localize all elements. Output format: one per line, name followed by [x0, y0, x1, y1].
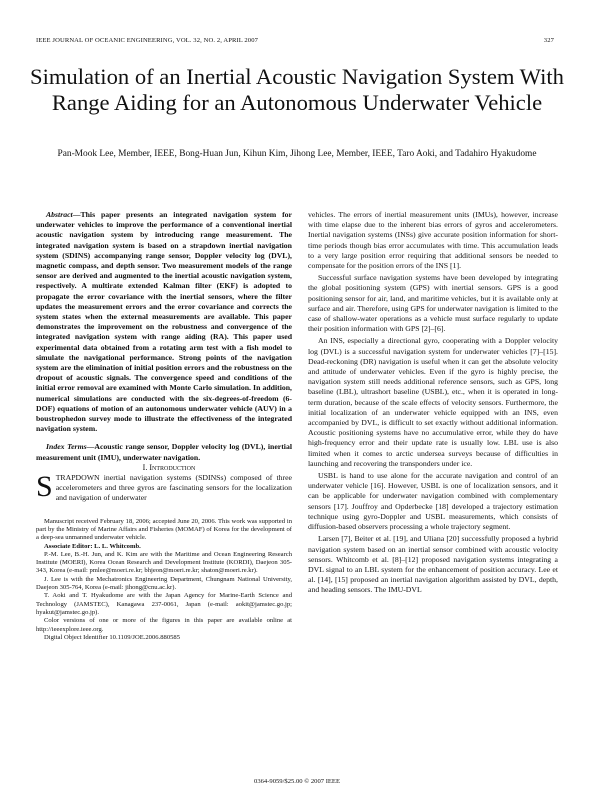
body-paragraph: vehicles. The errors of inertial measurement units (IMUs), however, increase with time elapse due to the inherent bias errors of gyros and accelerometers. Inertial navigation systems (INSs) give accurate position information for short-time periods though bias error accumulates with time. This accumulation leads to a very large position error requiring that additional sensors be needed to compensate for the position errors of the INS [1].	[308, 210, 558, 271]
author-list: Pan-Mook Lee, Member, IEEE, Bong-Huan Jun, Kihun Kim, Jihong Lee, Member, IEEE, Taro Aoki, and Tadahiro Hyakudome	[57, 149, 537, 159]
drop-cap: S	[36, 470, 53, 504]
body-paragraph: An INS, especially a directional gyro, cooperating with a Doppler velocity log (DVL) is a successful navigation system for underwater vehicles [7]–[15]. Dead-reckoning (DR) navigation is useful when it can get the absolute velocity and attitude of underwater vehicles. Even if the gyro is highly precise, the navigation system still needs additional reference sensors, such as GPS, long baseline (LBL), ultrashort baseline (USBL), etc., when it is operated in long-term duration, because of the scale effects of velocity sensors. Furthermore, the initial localization of an underwater vehicle equipped with an INS, even accompanied by DVL, is difficult to set exactly without additional information. Acoustic positioning systems have no accumulative error, while they do have high-frequency error and their update rate is usually low. LBL use is also limited when it comes to arctic undersea surveys because of difficulties in launching and recovering the transponders under ice.	[308, 336, 558, 468]
copyright-footer: 0364-9059/$25.00 © 2007 IEEE	[254, 778, 340, 785]
intro-paragraph	[36, 470, 292, 504]
footnote-affiliation: T. Aoki and T. Hyakudome are with the Japan Agency for Marine-Earth Science and Technology (JAMSTEC), Kanagawa 237-0061, Japan (e-mail: aokit@jamstec.go.jp; hyakut@jamstec.go.jp).	[36, 592, 292, 616]
abstract: Abstract—This paper presents an integrated navigation system for underwater vehicles to improve the performance of a conventional inertial acoustic navigation system by introducing range measurement. The integrated navigation system is based on a strapdown inertial navigation system (SDINS) accompanying range sensor, Doppler velocity log (DVL), magnetic compass, and depth sensor. Two measurement models of the range sensor are derived and augmented to the inertial acoustic navigation system, respectively. A multirate extended Kalman filter (EKF) is adopted to propagate the error covariance with the inertial sensors, where the filter updates the measurement errors and the error covariance and corrects the system states when the external measurements are available. This paper demonstrates the improvement on the robustness and convergence of the integrated navigation system with range aiding (RA). This paper used experimental data obtained from a rotating arm test with a fish model to simulate the navigational performance. Strong points of the navigation system are the elimination of initial position errors and the robustness on the dropout of acoustic signals. The convergence speed and conditions of the initial error removal are examined with Monte Carlo simulation. In addition, numerical simulations are conducted with the six-degrees-of-freedom (6-DOF) equations of motion of an autonomous underwater vehicle (AUV) in a boustrophedon survey mode to illustrate the effectiveness of the integrated navigation system.	[36, 210, 292, 434]
right-column	[308, 210, 558, 596]
body-paragraph: USBL is hand to use alone for the accurate navigation and control of an underwater vehicle [16]. However, USBL is one of localization sensors, and it can be applicable for underwater navigation combined with complementary sensors [17]. Jouffroy and Opderbecke [18] developed a trajectory estimation technique using gyro-Doppler and USBL measurements, which consists of diffusion-based observers processing a whole trajectory segment.	[308, 471, 558, 532]
abstract-text: This paper presents an integrated navigation system for underwater vehicles to improve the performance of a conventional inertial acoustic navigation system by introducing range measurement. The integrated navigation system is based on a strapdown inertial navigation system (SDINS) accompanying range sensor, Doppler velocity log (DVL), magnetic compass, and depth sensor. Two measurement models of the range sensor are derived and augmented to the inertial acoustic navigation system, respectively. A multirate extended Kalman filter (EKF) is adopted to propagate the error covariance with the inertial sensors, where the filter updates the measurement errors and the error covariance and corrects the system states when the external measurements are available. This paper demonstrates the improvement on the robustness and convergence of the integrated navigation system with range aiding (RA). This paper used experimental data obtained from a rotating arm test with a fish model to simulate the navigational performance. Strong points of the navigation system are the elimination of initial position errors and the robustness on the dropout of acoustic signals. The convergence speed and conditions of the initial error removal are examined with Monte Carlo simulation. In addition, numerical simulations are conducted with the six-degrees-of-freedom (6-DOF) equations of motion of an autonomous underwater vehicle (AUV) in a boustrophedon survey mode to illustrate the effectiveness of the integrated navigation system.	[36, 210, 292, 434]
body-paragraph: Larsen [7], Beiter et al. [19], and Uliana [20] successfully proposed a hybrid navigation system based on an inertial sensor combined with acoustic velocity sensors. Whitcomb et al. [8]–[12] proposed navigation systems integrating a DVL signal to an LBL system for the enhancement of position accuracy. Lee et al. [14], [15] proposed an inertial navigation algorithm assisted by DVL, depth, and heading sensors. The IMU-DVL	[308, 534, 558, 595]
footnote-affiliation: P.-M. Lee, B.-H. Jun, and K. Kim are with the Maritime and Ocean Engineering Research Institute (MOERI), Korea Ocean Research and Development Institute (KORDI), Daejeon 305-343, Korea (e-mail: pmlee@moeri.re.kr; bhjeon@moeri.re.kr; shaton@moeri.re.kr).	[36, 550, 292, 575]
section-title: Introduction	[149, 462, 196, 472]
left-column	[36, 210, 292, 642]
footnote-doi: Digital Object Identifier 10.1109/JOE.2006.880585	[44, 633, 181, 641]
journal-header: IEEE JOURNAL OF OCEANIC ENGINEERING, VOL. 32, NO. 2, APRIL 2007	[36, 37, 258, 44]
page-number: 327	[543, 37, 554, 44]
abstract-label: Abstract	[46, 210, 73, 219]
index-terms: Index Terms—Acoustic range sensor, Doppler velocity log (DVL), inertial measurement unit (IMU), underwater navigation.	[36, 442, 292, 462]
section-heading-introduction	[36, 463, 292, 473]
footnotes	[36, 518, 292, 642]
footnote-received: Manuscript received February 18, 2006; accepted June 20, 2006. This work was supported in part by the Ministry of Marine Affairs and Fisheries (MOMAF) of Korea for the development of a deep-sea unmanned underwater vehicle.	[36, 517, 292, 542]
section-numeral: I.	[142, 462, 148, 472]
intro-text: TRAPDOWN inertial navigation systems (SDINSs) composed of three accelerometers and three gyros are fascinating sensors for the localization and navigation of underwater	[55, 473, 292, 503]
footnote-color: Color versions of one or more of the figures in this paper are available online at http://ieeexplore.ieee.org.	[36, 617, 292, 633]
running-header	[36, 37, 554, 44]
footnote-editor: Associate Editor: L. L. Whitcomb.	[44, 542, 141, 550]
index-terms-text: Acoustic range sensor, Doppler velocity log (DVL), inertial measurement unit (IMU), underwater navigation.	[36, 442, 292, 462]
footnote-affiliation: J. Lee is with the Mechatronics Engineering Department, Chungnam National University, Daejeon 305-764, Korea (e-mail: jihong@cnu.ac.kr).	[36, 575, 292, 592]
paper-title: Simulation of an Inertial Acoustic Navigation System With Range Aiding for an Autonomous Underwater Vehicle	[30, 64, 564, 115]
body-paragraph: Successful surface navigation systems have been developed by integrating the global positioning system (GPS) with inertial sensors. GPS is a good positioning sensor for air, land, and maritime vehicles, but it is available only at surface and air. Therefore, using GPS for underwater navigation is limited to the case of shallow-water operations as a vehicle must surface regularly to update their position information with GPS [2]–[6].	[308, 273, 558, 334]
index-terms-label: Index Terms	[46, 442, 87, 452]
